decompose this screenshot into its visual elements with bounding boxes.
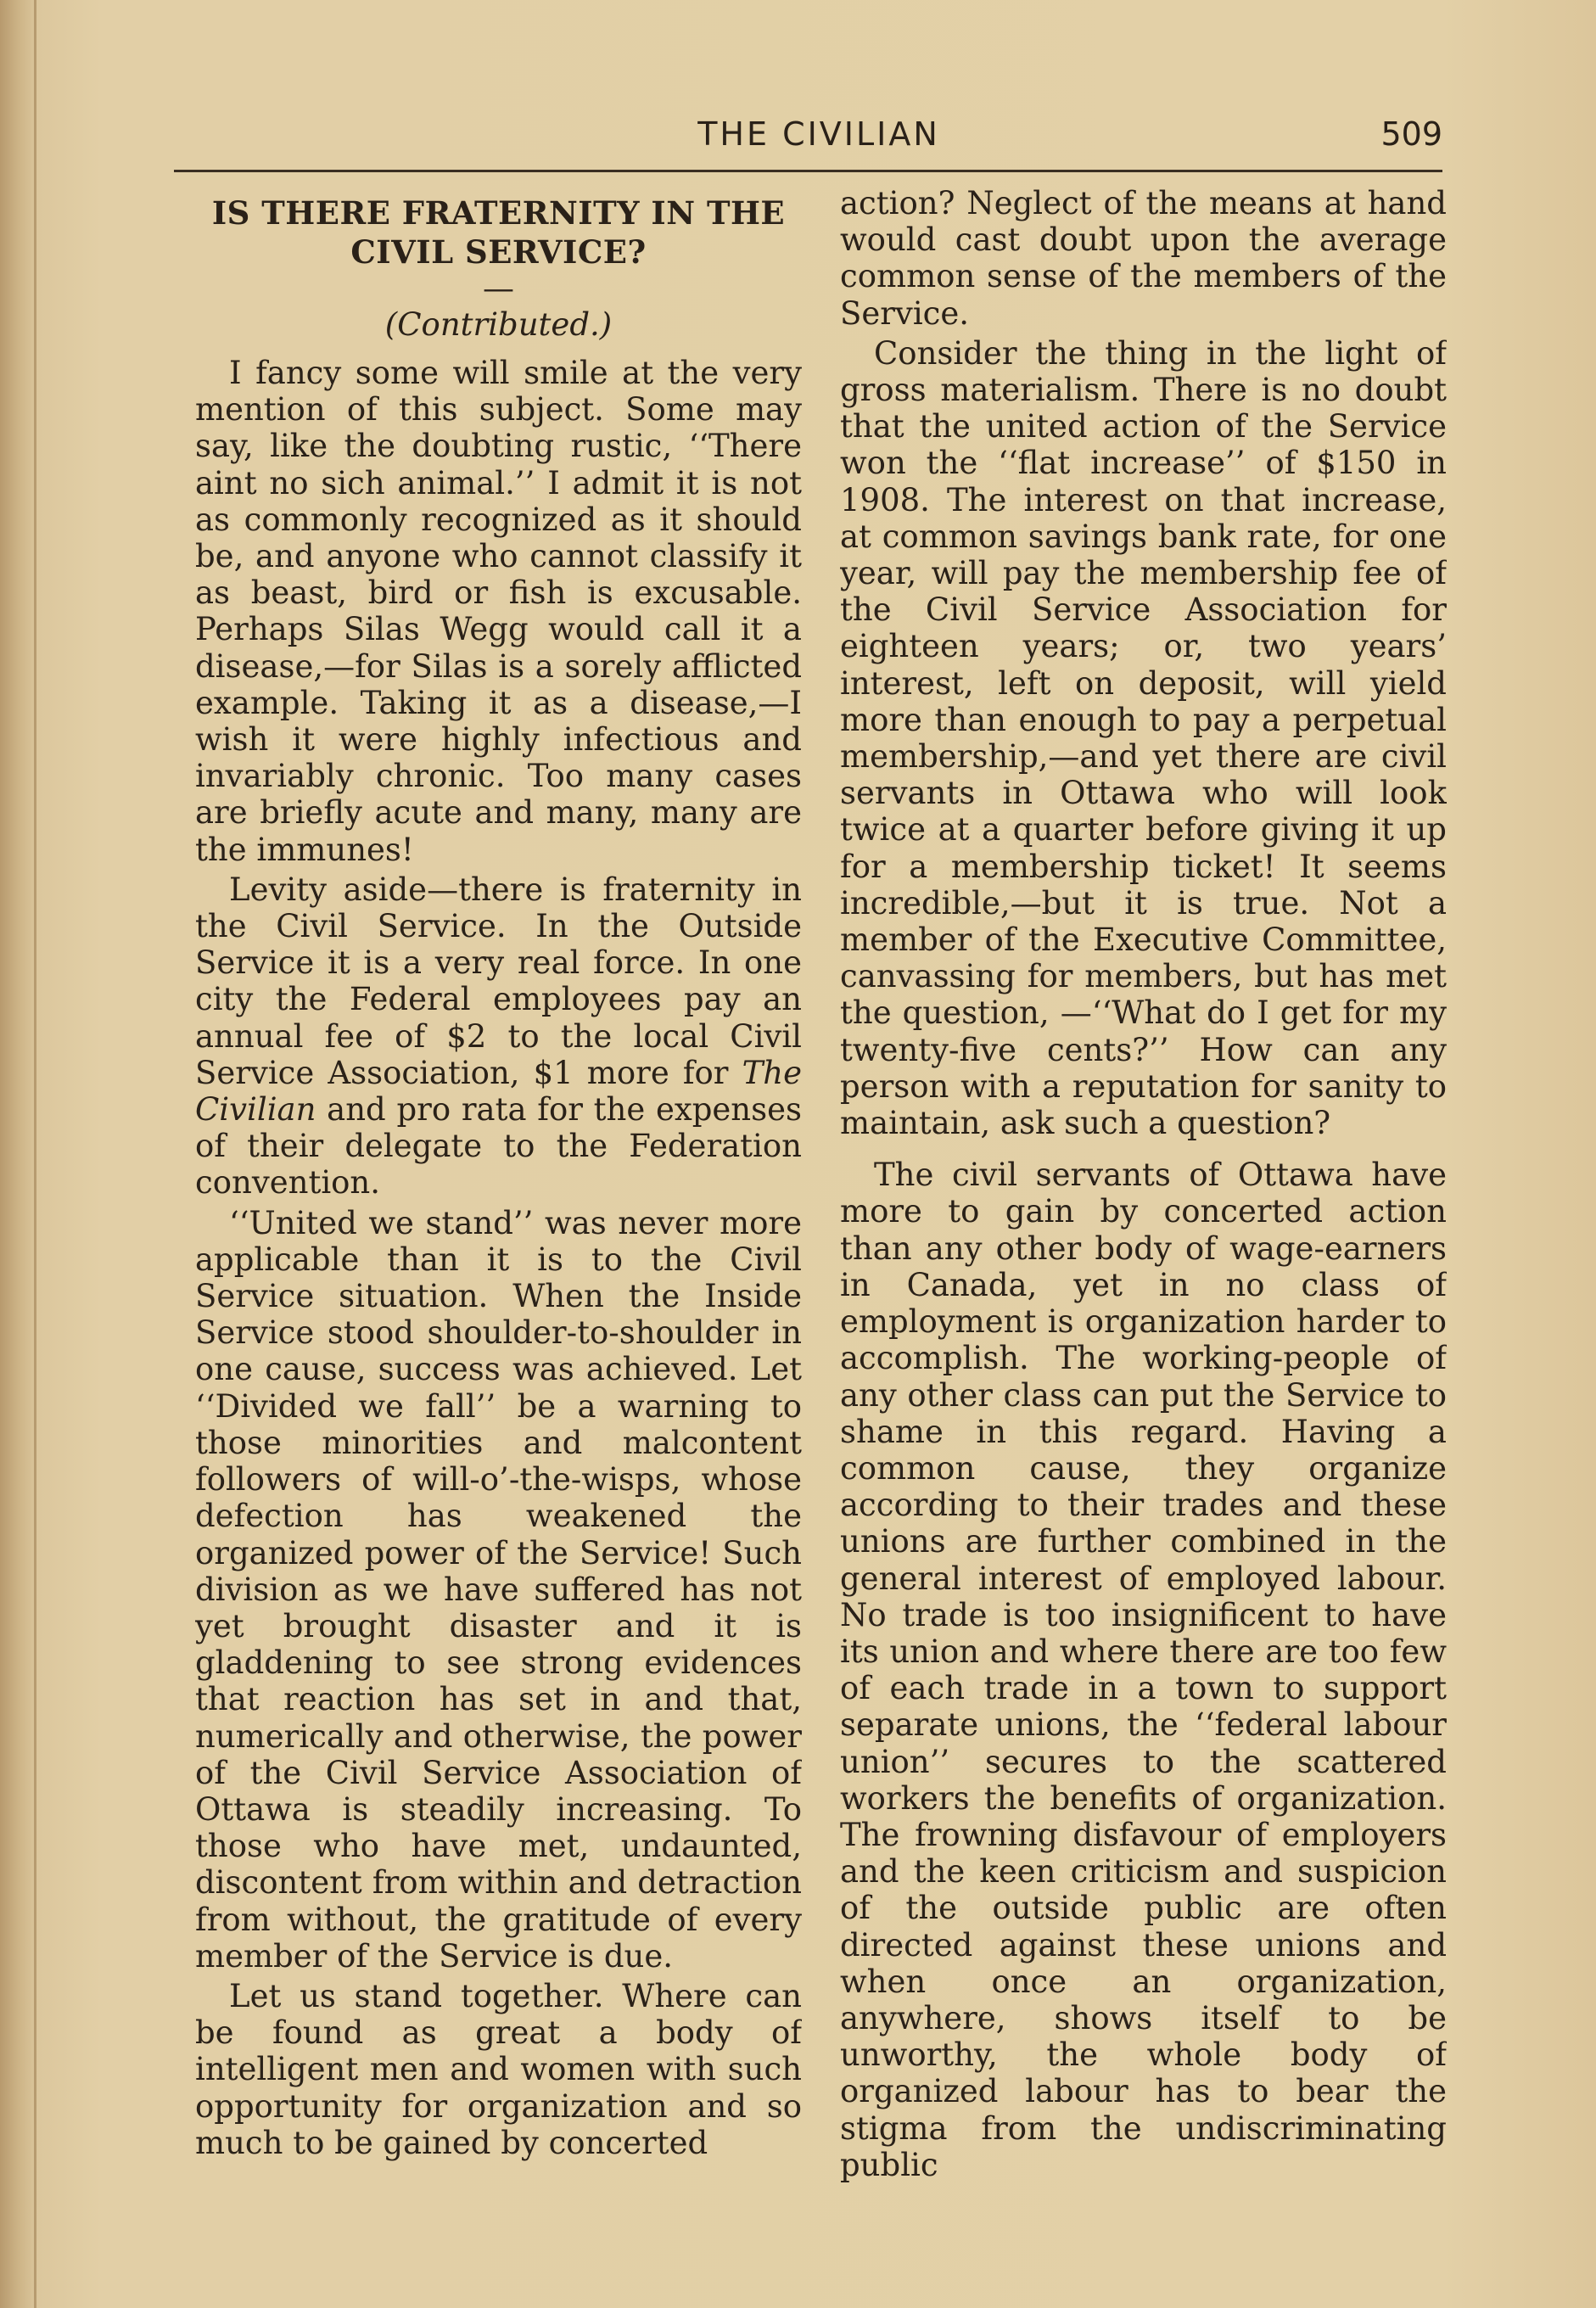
running-title: THE CIVILIAN [697, 115, 940, 153]
publication-name: The Civilian [195, 1054, 802, 1129]
paragraph-4-end: action? Neglect of the means at hand would cast doubt upon the average common sense of the members of the Service. [840, 185, 1447, 332]
page-number: 509 [1380, 115, 1442, 153]
left-column [195, 185, 802, 2238]
paragraph-6: The civil servants of Ottawa have more to gain by concerted action than any other body of wage-earners in Canada, yet in no class of employment is organization harder to accomplish. The working-people of any other class can put the Service to shame in this regard. Having a common cause, they organize according to their trades and these unions are further combined in the general interest of employed labour. No trade is too insignificent to have its union and where there are too few of each trade in a town to support separate unions, the ‘‘federal labour union’’ secures to the scattered workers the benefits of organization. The frowning disfavour of employers and the keen criticism and suspicion of the outside public are often directed against these unions and when once an organization, anywhere, shows itself to be unworthy, the whole body of organized labour has to bear the stigma from the undiscriminating public [840, 1157, 1447, 2183]
article-byline: (Contributed.) [384, 306, 613, 343]
title-separator: — [483, 270, 514, 306]
right-column [840, 185, 1447, 2238]
article-title: IS THERE FRATERNITY IN THE CIVIL SERVICE? [211, 194, 786, 271]
paragraph-3: ‘‘United we stand’’ was never more applicable than it is to the Civil Service situation. When the Inside Service stood shoulder-to-shoulder in one cause, success was achieved. Let ‘‘Divided we fall’’ be a warning to those minorities and malcontent followers of will-o’-the-wisps, whose defection has weakened the organized power of the Service! Such division as we have suffered has not yet brought disaster and it is gladdening to see strong evidences that reaction has set in and that, numerically and otherwise, the power of the Civil Service Association of Ottawa is steadily increasing. To those who have met, undaunted, discontent from within and detraction from without, the gratitude of every member of the Service is due. [195, 1204, 802, 1975]
paragraph-2 [195, 871, 802, 1202]
running-header [195, 109, 1442, 168]
paragraph-5: Consider the thing in the light of gross materialism. There is no doubt that the united action of the Service won the ‘‘flat increase’’ of $150 in 1908. The interest on that increase, at common savings bank rate, for one year, will pay the membership fee of the Civil Service Association for eighteen years; or, two years’ interest, left on deposit, will yield more than enough to pay a perpetual membership,—and yet there are civil servants in Ottawa who will look twice at a quarter before giving it up for a membership ticket! It seems incredible,—but it is true. Not a member of the Executive Committee, canvassing for members, but has met the question, —‘‘What do I get for my twenty-five cents?’’ How can any person with a reputation for sanity to maintain, ask such a question? [840, 334, 1447, 1142]
paragraph-1: I fancy some will smile at the very mention of this subject. Some may say, like the doubting rustic, ‘‘There aint no sich animal.’’ I admit it is not as commonly recognized as it should be, and anyone who cannot classify it as beast, bird or fish is excusable. Perhaps Silas Wegg would call it a disease,—for Silas is a sorely afflicted example. Taking it as a disease,—I wish it were highly infectious and invariably chronic. Too many cases are briefly acute and many, many are the immunes! [195, 355, 802, 868]
paragraph-2-text: Levity aside—there is fraternity in the Civil Service. In the Outside Service it is a very real force. In one city the Federal employees pay an annual fee of $2 to the local Civil Service Association, $1 more for [195, 871, 802, 1091]
paragraph-2-cont: and pro rata for the expenses of their delegate to the Federation convention. [195, 1091, 802, 1202]
binding-gutter [34, 0, 36, 2308]
paragraph-4-start: Let us stand together. Where can be found as great a body of intelligent men and women with such opportunity for organization and so much to be gained by concerted [195, 1977, 802, 2161]
header-rule [174, 170, 1442, 172]
